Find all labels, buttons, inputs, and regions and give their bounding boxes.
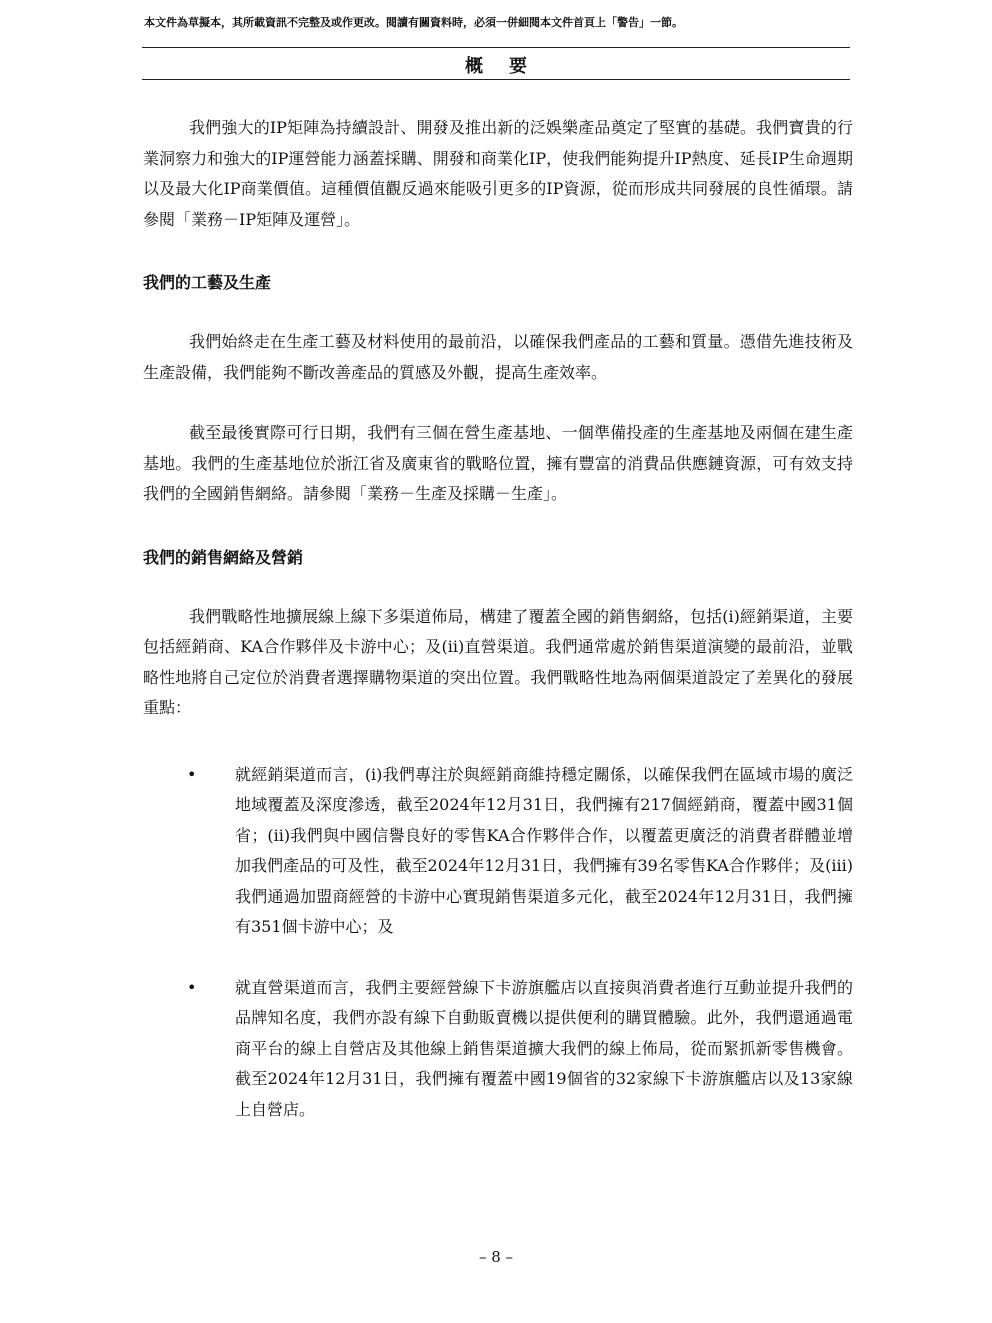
bullet-icon: •	[187, 764, 197, 784]
page-number: – 8 –	[478, 1248, 514, 1266]
section-heading-production: 我們的工藝及生產	[143, 273, 272, 292]
draft-disclaimer: 本文件為草擬本，其所載資訊不完整及或作更改。閱讀有關資料時，必須一併細閱本文件首頁上「警告」一節。	[144, 16, 683, 29]
header-rule-bottom	[142, 79, 850, 80]
paragraph: 我們強大的IP矩陣為持續設計、開發及推出新的泛娛樂產品奠定了堅實的基礎。我們寶貴的行業洞察力和強大的IP運營能力涵蓋採購、開發和商業化IP，使我們能夠提升IP熱度、延長IP生命週期以及最大化IP商業價值。這種價值觀反過來能吸引更多的IP資源，從而形成共同發展的良性循環。請參閱「業務－IP矩陣及運營」。	[143, 118, 853, 229]
list-item	[143, 760, 853, 943]
header-rule-top	[142, 47, 850, 48]
section-heading-sales: 我們的銷售網絡及營銷	[143, 547, 304, 567]
paragraph: 截至最後實際可行日期，我們有三個在營生產基地、一個準備投產的生產基地及兩個在建生產基地。我們的生產基地位於浙江省及廣東省的戰略位置，擁有豐富的消費品供應鏈資源，可有效支持我們的全國銷售網絡。請參閱「業務－生產及採購－生產」。	[143, 423, 853, 503]
bullet-text: 就直營渠道而言，我們主要經營線下卡游旗艦店以直接與消費者進行互動並提升我們的品牌知名度，我們亦設有線下自動販賣機以提供便利的購買體驗。此外，我們還通過電商平台的線上自營店及其他線上銷售渠道擴大我們的線上佈局，從而緊抓新零售機會。截至2024年12月31日，我們擁有覆蓋中國19個省的32家線下卡游旗艦店以及13家線上自營店。	[235, 977, 853, 1119]
page-title: 概要	[465, 56, 553, 77]
bullet-list	[143, 760, 853, 1126]
bullet-text: 就經銷渠道而言，(i)我們專注於與經銷商維持穩定關係，以確保我們在區域市場的廣泛地域覆蓋及深度滲透，截至2024年12月31日，我們擁有217個經銷商，覆蓋中國31個省；(ii)我們與中國信譽良好的零售KA合作夥伴合作，以覆蓋更廣泛的消費者群體並增加我們產品的可及性，截至2024年12月31日，我們擁有39名零售KA合作夥伴；及(iii)我們通過加盟商經營的卡游中心實現銷售渠道多元化，截至2024年12月31日，我們擁有351個卡游中心；及	[235, 764, 853, 936]
paragraph: 我們戰略性地擴展線上線下多渠道佈局，構建了覆蓋全國的銷售網絡，包括(i)經銷渠道，主要包括經銷商、KA合作夥伴及卡游中心；及(ii)直營渠道。我們通常處於銷售渠道演變的最前沿，並戰略性地將自己定位於消費者選擇購物渠道的突出位置。我們戰略性地為兩個渠道設定了差異化的發展重點：	[143, 606, 853, 717]
paragraph-gap	[143, 388, 853, 418]
bullet-icon: •	[187, 977, 197, 997]
page-content	[143, 113, 853, 1155]
list-item	[143, 973, 853, 1126]
paragraph: 我們始終走在生產工藝及材料使用的最前沿，以確保我們產品的工藝和質量。憑借先進技術及生產設備，我們能夠不斷改善產品的質感及外觀，提高生產效率。	[143, 332, 853, 382]
